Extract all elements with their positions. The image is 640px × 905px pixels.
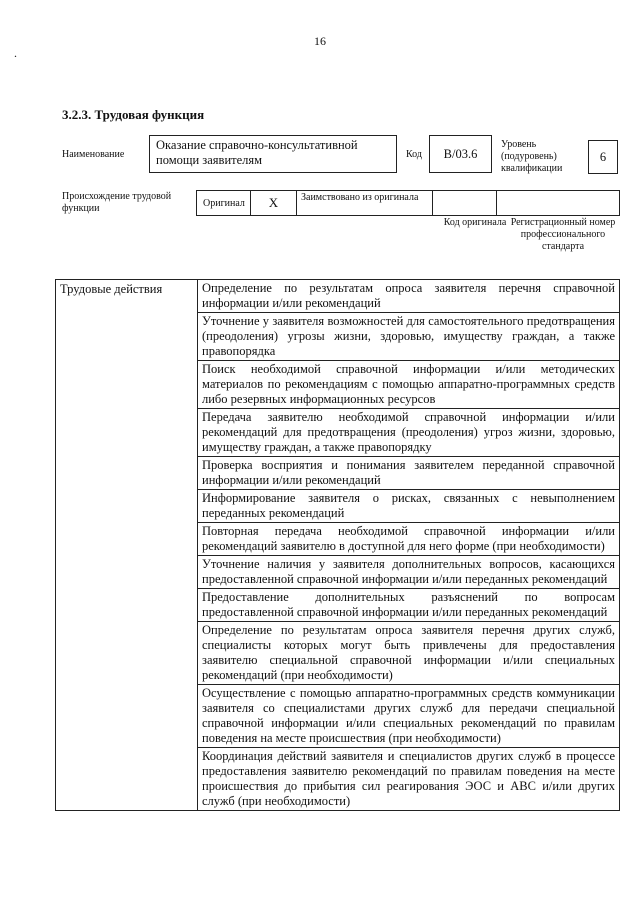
labor-action-text: Передача заявителю необходимой справочной информации и/или рекомендаций для предотвращения (преодоления) угроз жизни, здоровью, имуществу граждан, а также правопорядку [198, 409, 620, 457]
reg-number-cell [497, 191, 619, 215]
code-original-label: Код оригинала [443, 217, 507, 228]
labor-actions-header: Трудовые действия [56, 280, 198, 811]
margin-mark: . [14, 46, 17, 60]
labor-action-text: Поиск необходимой справочной информации и/или методических материалов по рекомендациям с помощью аппаратно-программных средств либо резервных информационных ресурсов [198, 361, 620, 409]
original-mark-cell [251, 191, 297, 215]
labor-action-text: Проверка восприятия и понимания заявителем переданной справочной информации и/или рекомендаций [198, 457, 620, 490]
section-title: 3.2.3. Трудовая функция [62, 107, 205, 122]
labor-action-text: Предоставление дополнительных разъяснений по вопросам предоставленной справочной информации и/или переданных рекомендаций [198, 589, 620, 622]
level-label: Уровень (подуровень) квалификации [501, 139, 563, 174]
labor-actions-table [55, 279, 620, 811]
origin-label: Происхождение трудовой функции [62, 191, 172, 214]
labor-action-text: Уточнение у заявителя возможностей для самостоятельного предотвращения (преодоления) угрозы жизни, здоровью, имуществу граждан, а также правопорядка [198, 313, 620, 361]
level-value: 6 [599, 149, 607, 164]
original-label-cell [197, 191, 251, 215]
code-label: Код [406, 149, 422, 160]
origin-row [196, 190, 620, 216]
borrowed-label: Заимствовано из оригинала [301, 192, 419, 203]
labor-action-text: Осуществление с помощью аппаратно-программных средств коммуникации заявителя со специалистами других служб для передачи специальной справочной информации и/или специальных рекомендаций по правилам поведения на месте происшествия (при необходимости) [198, 685, 620, 748]
labor-action-text: Определение по результатам опроса заявителя перечня справочной информации и/или рекомендаций [198, 280, 620, 313]
labor-actions-body [56, 280, 620, 811]
function-name-value: Оказание справочно-консультативной помощи заявителям [156, 138, 358, 167]
level-box [588, 140, 618, 174]
labor-action-text: Координация действий заявителя и специалистов других служб в процессе предоставления заявителю рекомендаций по правилам поведения на месте происшествия до прибытия сил реагирования ЭОС и АВС и/или других служб (при необходимости) [198, 748, 620, 811]
reg-number-label: Регистрационный номер профессионального стандарта [510, 217, 616, 252]
labor-action-text: Уточнение наличия у заявителя дополнительных вопросов, касающихся предоставленной справочной информации и/или переданных рекомендаций [198, 556, 620, 589]
function-name-box [149, 135, 397, 173]
page-number: 16 [314, 34, 326, 48]
code-original-cell [433, 191, 497, 215]
function-code-value: B/03.6 [443, 146, 478, 161]
name-label: Наименование [62, 149, 125, 160]
original-mark: X [268, 195, 279, 210]
labor-action-text: Повторная передача необходимой справочной информации и/или рекомендаций заявителю в доступной для него форме (при необходимости) [198, 523, 620, 556]
original-label: Оригинал [203, 197, 245, 209]
borrowed-cell [297, 191, 433, 215]
labor-action-row [56, 280, 620, 313]
function-code-box [429, 135, 492, 173]
labor-action-text: Определение по результатам опроса заявителя перечня других служб, специалисты которых могут быть привлечены для предоставления заявителю специальной справочной информации и/или специальных рекомендаций (при необходимости) [198, 622, 620, 685]
labor-action-text: Информирование заявителя о рисках, связанных с невыполнением переданных рекомендаций [198, 490, 620, 523]
